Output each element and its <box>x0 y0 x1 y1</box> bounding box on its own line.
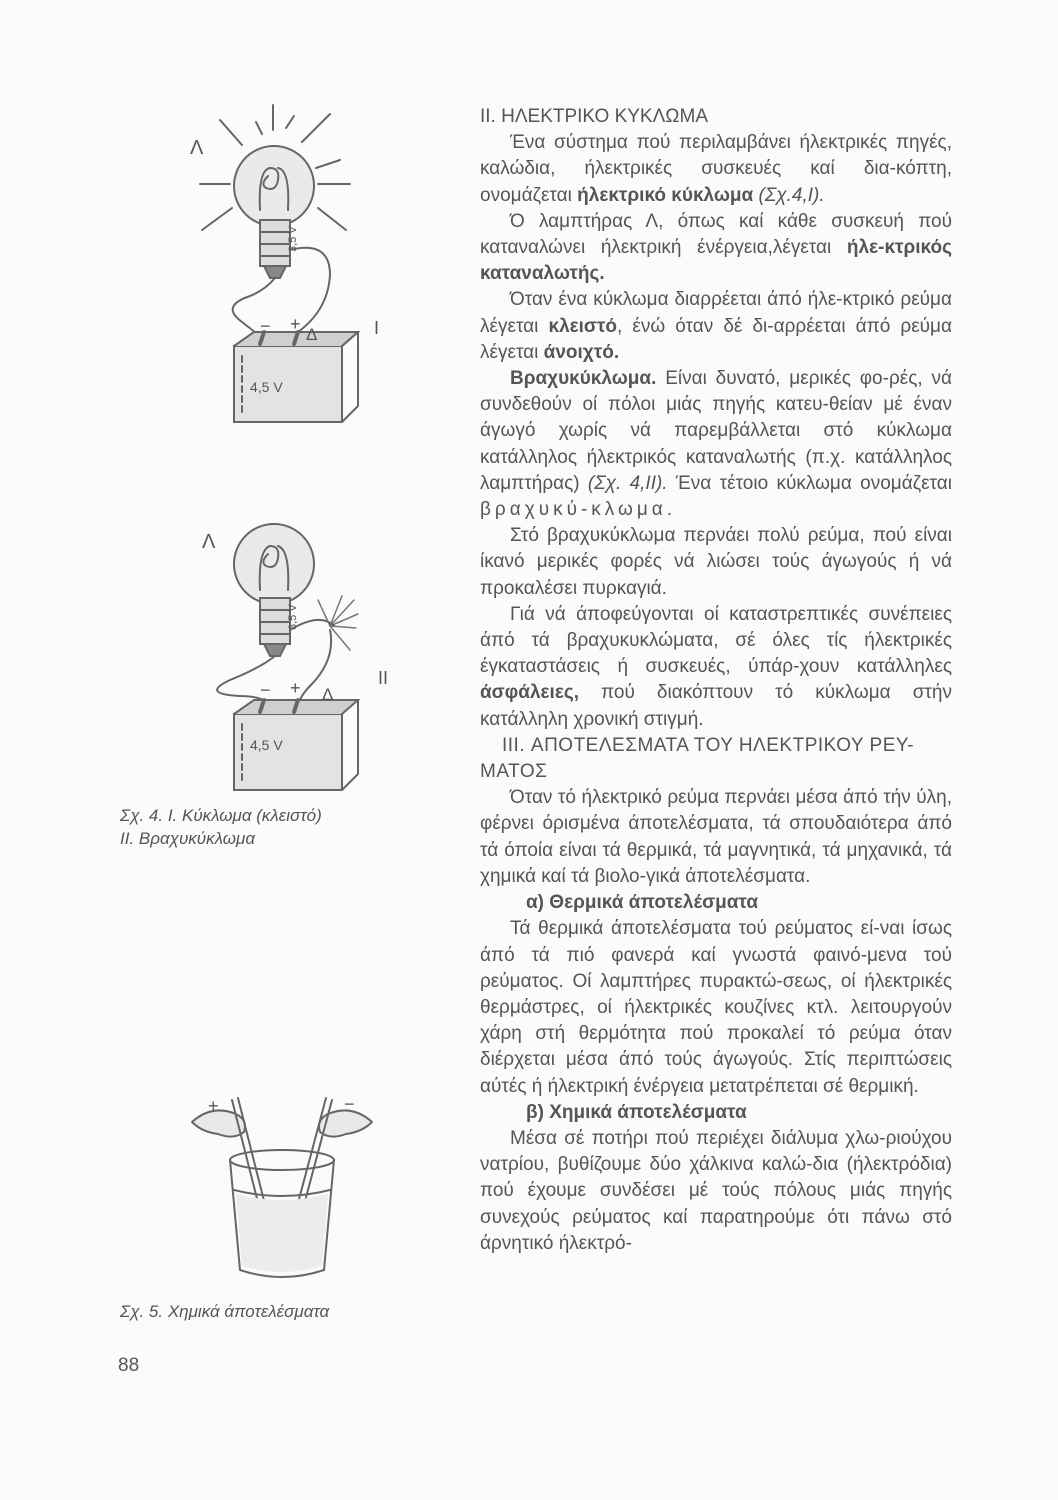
lamp-voltage: 3,5 V <box>287 604 299 630</box>
figure-4-caption-line-1: Σχ. 4. Ι. Κύκλωμα (κλειστό) <box>120 806 322 825</box>
figure-4-caption-line-2: ΙΙ. Βραχυκύκλωμα <box>120 829 256 848</box>
battery-plus: + <box>290 314 301 334</box>
subheading-chemical: β) Χημικά άποτελέσματα <box>526 1101 747 1123</box>
figure-chemical-effects <box>182 1080 382 1290</box>
switch-label: Δ <box>306 325 318 344</box>
figure-closed-circuit <box>180 100 410 430</box>
paragraph-chemical: Μέσα σέ ποτήρι πού περιέχει διάλυμα χλω-ριούχου νατρίου, βυθίζουμε δύο χάλκινα καλώ-δια (ήλεκτρόδια) πού έχουμε συνδέσει μέ τούς πόλους μιάς πηγής συνεχούς ρεύματος καί παρατηρούμε ότι πάνω στό άρνητικό ήλεκτρό- <box>480 1127 952 1254</box>
lamp-label: Λ <box>190 137 204 159</box>
paragraph-thermal: Τά θερμικά άποτελέσματα τού ρεύματος εί-ναι ίσως άπό τά πιό φανερά καί γνωστά φαινό-μενα τού ρεύματος. Οί λαμπτήρες πυρακτώ-σεως, οί ήλεκτρικές θερμάστρες, οί ήλεκτρικές κουζίνες κτλ. λειτουργούν χάρη στή θερμότητα πού προκαλεί τό ρεύμα όταν διέρχεται μέσα άπό τούς άγωγούς. Στίς περιπτώσεις αύτές ή ήλεκτρική ένέργεια μετατρέπεται σέ θερμική. <box>480 918 952 1097</box>
subheading-thermal: α) Θερμικά άποτελέσματα <box>526 892 759 914</box>
battery-minus: − <box>260 680 271 700</box>
section-heading-effects-line-1: III. ΑΠΟΤΕΛΕΣΜΑΤΑ ΤΟΥ ΗΛΕΚΤΡΙΚΟΥ ΡΕΥ- <box>502 734 915 756</box>
paragraph-effects-intro: Όταν τό ήλεκτρικό ρεύμα περνάει μέσα άπό τήν ύλη, φέρνει όρισμένα άποτελέσματα, τά σπουδαιότερα άπό τά όποία είναι τά θερμικά, τά μαγνητικά, τά μηχανικά, τά χημικά καί τά βιολο-γικά άποτελέσματα. <box>480 787 952 887</box>
electrode-plus: + <box>208 1096 219 1116</box>
section-heading-effects-line-2: ΜΑΤΟΣ <box>480 761 548 783</box>
electrode-minus: − <box>344 1094 355 1114</box>
page-number: 88 <box>118 1355 140 1376</box>
lamp-label: Λ <box>202 531 216 553</box>
figure-roman-two: II <box>378 668 389 688</box>
text-column <box>480 104 952 1257</box>
figure-roman-one: I <box>374 318 380 338</box>
switch-label: Δ <box>322 685 334 704</box>
figure-short-circuit <box>180 500 410 820</box>
battery-plus: + <box>290 678 301 698</box>
paragraph-consumer: Ό λαμπτήρας Λ, όπως καί κάθε συσκευή πού καταναλώνει ήλεκτρική ένέργεια,λέγεται ήλε-κτρικός καταναλωτής. <box>480 210 952 285</box>
paragraph-closed-open: Όταν ένα κύκλωμα διαρρέεται άπό ήλε-κτρικό ρεύμα λέγεται κλειστό, ένώ όταν δέ δι-αρρέεται άπό ρεύμα λέγεται άνοιχτό. <box>480 289 952 363</box>
paragraph-short-circuit-danger: Στό βραχυκύκλωμα περνάει πολύ ρεύμα, πού είναι ίκανό μερικές φορές νά λιώσει τούς άγωγούς ή νά προκαλέσει πυρκαγιά. <box>480 525 952 599</box>
section-heading-circuit: II. ΗΛΕΚΤΡΙΚΟ ΚΥΚΛΩΜΑ <box>480 106 708 127</box>
lamp-voltage: 3,5 V <box>287 226 299 252</box>
paragraph-fuses: Γιά νά άποφεύγονται οί καταστρεπτικές συνέπειες άπό τά βραχυκυκλώματα, σέ όλες τίς ήλεκτρικές έγκαταστάσεις ή συσκευές, ύπάρ-χουν κατάλληλες άσφάλειες, πού διακόπτουν τό κύκλωμα στήν κατάλληλη χρονική στιγμή. <box>480 603 952 730</box>
battery-voltage: 4,5 V <box>250 737 283 753</box>
battery-minus: − <box>260 316 271 336</box>
paragraph-short-circuit: Βραχυκύκλωμα. Είναι δυνατό, μερικές φο-ρές, νά συνδεθούν οί πόλοι μιάς πηγής κατευ-θείαν μέ έναν άγωγό χωρίς νά παρεμβάλλεται στό κύκλωμα κατάλληλος ήλεκτρικός καταναλωτής (π.χ. κατάλληλος λαμπτήρας) (Σχ. 4,ΙΙ). Ένα τέτοιο κύκλωμα ονομάζεται βραχυκύ-κλωμα. <box>480 368 952 521</box>
paragraph-circuit-definition: Ένα σύστημα πού περιλαμβάνει ήλεκτρικές πηγές, καλώδια, ήλεκτρικές συσκευές καί δια-κόπτη, ονομάζεται ήλεκτρικό κύκλωμα (Σχ.4,Ι). <box>480 132 952 206</box>
battery-voltage: 4,5 V <box>250 379 283 395</box>
figure-5-caption: Σχ. 5. Χημικά άποτελέσματα <box>120 1302 330 1321</box>
